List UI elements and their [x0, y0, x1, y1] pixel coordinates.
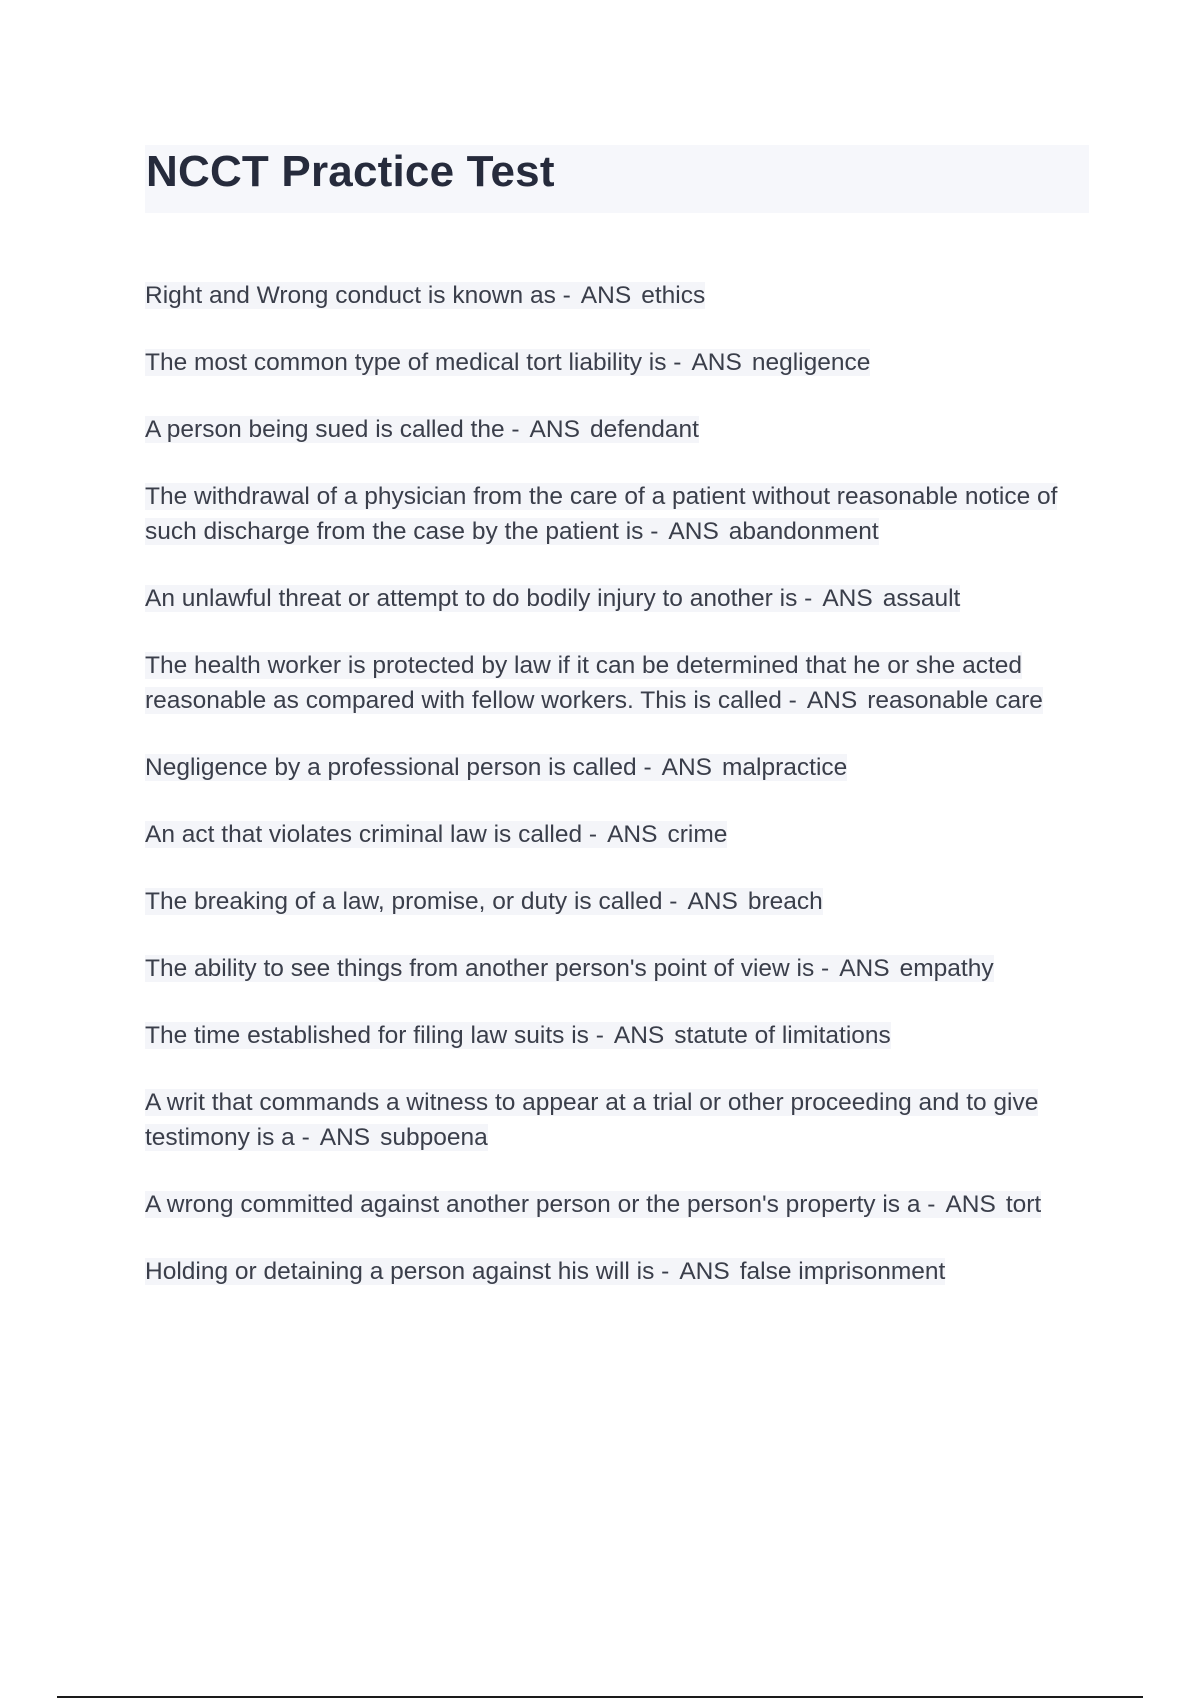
ans-tag: ANS	[580, 282, 632, 309]
ans-tag: ANS	[668, 518, 719, 545]
answer-text: malpractice	[722, 754, 848, 781]
question-text: The withdrawal of a physician from the care of a patient without reasonable notice of such discharge from the case by the patient is -	[145, 483, 1058, 545]
question-text: The ability to see things from another person's point of view is -	[145, 955, 830, 982]
question-text: The health worker is protected by law if it can be determined that he or she acted reasonable as compared with fellow workers. This is called -	[145, 652, 1023, 714]
qa-text	[145, 1191, 1041, 1218]
qa-item	[145, 345, 1090, 380]
question-text: Negligence by a professional person is called -	[145, 754, 652, 781]
ans-tag: ANS	[839, 955, 890, 982]
question-text: A wrong committed against another person or the person's property is a -	[145, 1191, 936, 1218]
answer-text: ethics	[641, 282, 706, 309]
qa-text	[145, 349, 870, 376]
answer-text: negligence	[751, 349, 871, 376]
qa-item	[145, 1018, 1090, 1053]
answer-text: tort	[1005, 1191, 1042, 1218]
qa-item	[145, 648, 1090, 718]
qa-item	[145, 1254, 1090, 1289]
answer-text: reasonable care	[867, 687, 1043, 714]
answer-text: false imprisonment	[739, 1258, 946, 1285]
question-text: A writ that commands a witness to appear at a trial or other proceeding and to give testimony is a -	[145, 1089, 1039, 1151]
qa-item	[145, 581, 1090, 616]
qa-item	[145, 817, 1090, 852]
qa-text	[145, 754, 847, 781]
question-text: Holding or detaining a person against his will is -	[145, 1258, 670, 1285]
qa-item	[145, 479, 1090, 549]
qa-text	[145, 1022, 891, 1049]
answer-text: breach	[747, 888, 823, 915]
question-text: An act that violates criminal law is called -	[145, 821, 598, 848]
ans-tag: ANS	[529, 416, 580, 443]
question-text: An unlawful threat or attempt to do bodily injury to another is -	[145, 585, 813, 612]
answer-text: empathy	[899, 955, 994, 982]
qa-item	[145, 750, 1090, 785]
answer-text: defendant	[589, 416, 699, 443]
qa-item	[145, 278, 1090, 313]
ans-tag: ANS	[687, 888, 738, 915]
ans-tag: ANS	[613, 1022, 665, 1049]
qa-item	[145, 1187, 1090, 1222]
answer-text: abandonment	[728, 518, 879, 545]
qa-text	[145, 888, 823, 915]
qa-text	[145, 585, 960, 612]
answer-text: statute of limitations	[674, 1022, 891, 1049]
qa-text	[145, 1089, 1038, 1151]
qa-item	[145, 1085, 1090, 1155]
ans-tag: ANS	[945, 1191, 996, 1218]
ans-tag: ANS	[806, 687, 858, 714]
answer-text: assault	[882, 585, 961, 612]
page-bottom-rule	[57, 1696, 1143, 1698]
question-text: The time established for filing law suits is -	[145, 1022, 604, 1049]
question-text: The most common type of medical tort liability is -	[145, 349, 682, 376]
qa-text	[145, 1258, 945, 1285]
question-text: The breaking of a law, promise, or duty is called -	[145, 888, 678, 915]
answer-text: subpoena	[380, 1124, 488, 1151]
ans-tag: ANS	[679, 1258, 730, 1285]
qa-text	[145, 821, 727, 848]
qa-text	[145, 483, 1057, 545]
answer-text: crime	[667, 821, 728, 848]
qa-text	[145, 652, 1043, 714]
qa-item	[145, 951, 1090, 986]
ans-tag: ANS	[691, 349, 742, 376]
ans-tag: ANS	[661, 754, 713, 781]
qa-list	[145, 278, 1090, 1321]
qa-item	[145, 412, 1090, 447]
ans-tag: ANS	[607, 821, 658, 848]
question-text: Right and Wrong conduct is known as -	[145, 282, 571, 309]
question-text: A person being sued is called the -	[145, 416, 520, 443]
qa-text	[145, 416, 699, 443]
qa-text	[145, 955, 994, 982]
qa-item	[145, 884, 1090, 919]
qa-text	[145, 282, 705, 309]
page-title: NCCT Practice Test	[146, 147, 555, 196]
ans-tag: ANS	[319, 1124, 371, 1151]
ans-tag: ANS	[822, 585, 873, 612]
